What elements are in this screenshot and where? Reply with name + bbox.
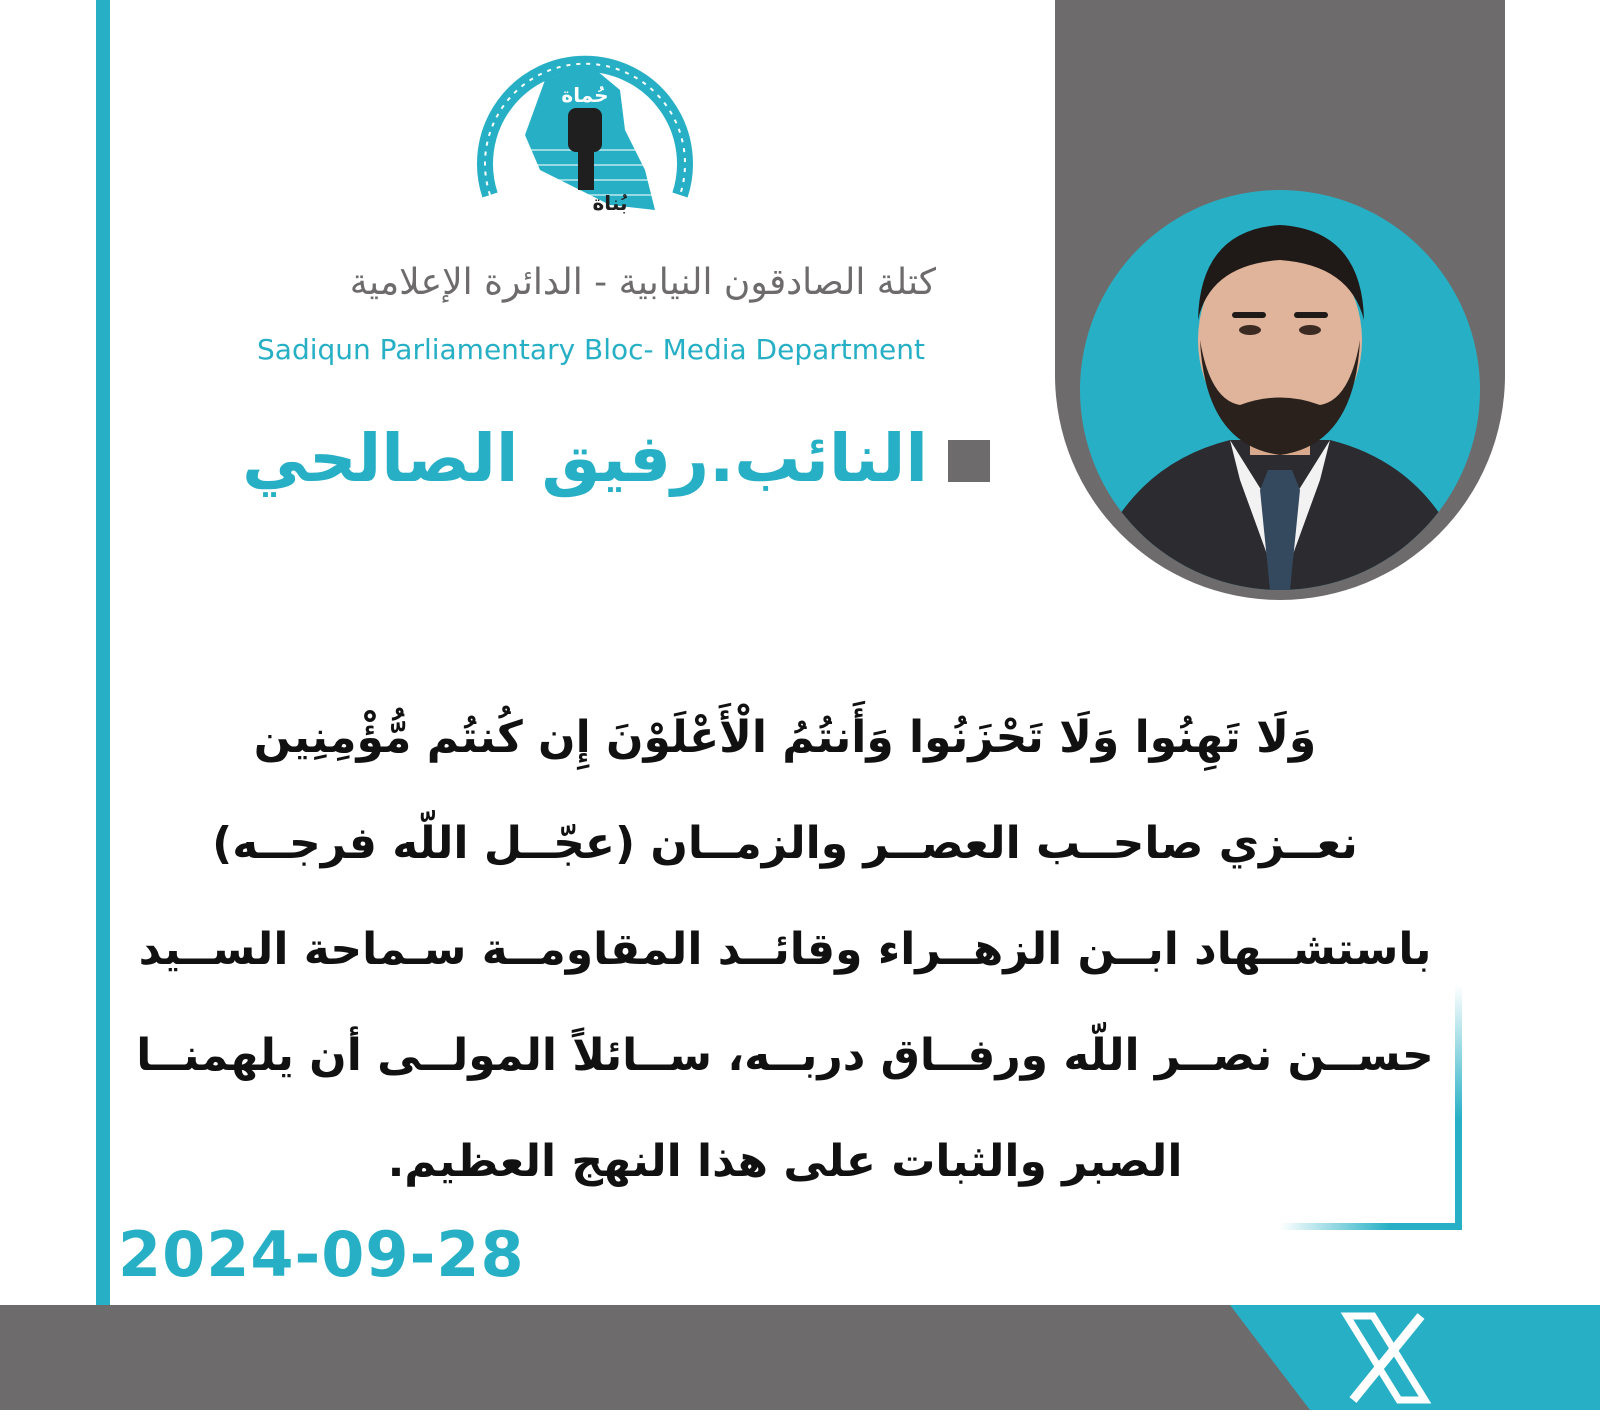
statement-line: نعــزي صاحــب العصــر والزمــان (عجّــل اللّه فرجــه) (212, 818, 1358, 869)
portrait-photo (1080, 190, 1480, 590)
movement-logo (470, 20, 700, 220)
frame-corner-horizontal (1280, 1223, 1462, 1230)
logo-word-bottom: بُناة (592, 191, 628, 215)
left-accent-bar (96, 0, 110, 1310)
person-name-row (200, 420, 990, 500)
logo-word-top: حُماة (561, 83, 609, 107)
statement-line: الصبر والثبات على هذا النهج العظيم. (387, 1136, 1183, 1187)
org-name-arabic: كتلة الصادقون النيابية - الدائرة الإعلامية (349, 262, 936, 303)
x-logo-icon[interactable] (1335, 1308, 1435, 1408)
org-name-english: Sadiqun Parliamentary Bloc- Media Department (257, 333, 925, 366)
person-name: النائب.رفيق الصالحي (242, 420, 928, 497)
square-bullet-icon (948, 440, 990, 482)
statement-line: حســن نصــر اللّه ورفــاق دربــه، ســائلاً المولــى أن يلهمنــا (136, 1030, 1434, 1081)
statement-line: وَلَا تَهِنُوا وَلَا تَحْزَنُوا وَأَنتُمُ الْأَعْلَوْنَ إِن كُنتُم مُّؤْمِنِين (253, 712, 1317, 763)
statement-text (130, 685, 1440, 1215)
frame-corner-vertical (1455, 985, 1462, 1230)
post-date: 2024-09-28 (118, 1218, 525, 1291)
statement-line: باستشــهاد ابــن الزهــراء وقائــد المقاومــة سـماحة الســيد (138, 924, 1432, 975)
